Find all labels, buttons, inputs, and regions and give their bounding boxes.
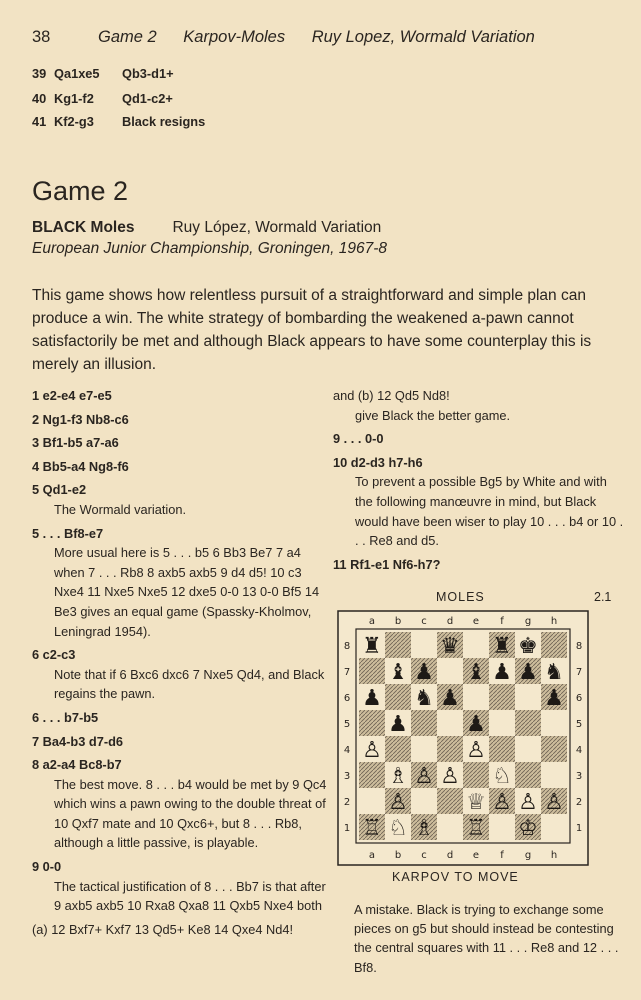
move-entry (32, 645, 328, 704)
move-text: 7 Ba4-b3 d7-d6 (32, 733, 124, 749)
file-label: h (550, 850, 558, 861)
move-entry (32, 920, 328, 940)
move-text: 6 c2-c3 (32, 647, 76, 663)
move-entry (333, 555, 625, 575)
board-square (411, 632, 437, 658)
chess-piece: ♙ (466, 738, 486, 763)
move-note: More usual here is 5 . . . b5 6 Bb3 Be7 7 a4 when 7 . . . Rb8 8 axb5 axb5 9 d4 d5! 10 c3 Nxe4 11 Nxe5 Nxe5 12 dxe5 0-0 13 0-0 Bf5 14 Be3 gives an equal game (Spassky-Kholmov, Leningrad 1954). (54, 545, 320, 639)
move-text: 3 Bf1-b5 a7-a6 (32, 435, 119, 451)
rank-label: 7 (343, 667, 351, 678)
move-line: 40 Kg1-f2 Qd1-c2+ (32, 91, 173, 106)
board-square (411, 736, 437, 762)
chess-piece: ♔ (518, 816, 538, 841)
chess-piece: ♟ (414, 660, 434, 685)
rank-label: 8 (575, 641, 583, 652)
file-label: f (500, 850, 504, 861)
move-entry (32, 524, 328, 642)
move-note: The best move. 8 . . . b4 would be met by 9 Qc4 which wins a pawn owing to the double threat of 10 Qxf7 mate and 10 Qxc6+, but 8 . . . Rb8, although a little passive, is playable. (54, 776, 327, 851)
chess-piece: ♟ (492, 660, 512, 685)
move-entry (32, 480, 328, 519)
move-entry (32, 755, 328, 853)
board-square (541, 762, 567, 788)
chess-piece: ♝ (388, 660, 408, 685)
chess-piece: ♚ (518, 634, 538, 659)
move-text: (a) 12 Bxf7+ Kxf7 13 Qd5+ Ke8 14 Qxe4 Nd4! (32, 921, 294, 937)
rank-label: 3 (343, 771, 351, 782)
rank-label: 2 (343, 797, 351, 808)
right-column (333, 386, 625, 578)
file-label: d (446, 616, 454, 627)
move-entry (32, 857, 328, 916)
board-square (541, 710, 567, 736)
board-square (489, 736, 515, 762)
rank-label: 4 (343, 745, 351, 756)
chess-piece: ♗ (388, 764, 408, 789)
rank-label: 7 (575, 667, 583, 678)
move-note: To prevent a possible Bg5 by White and with the following manœuvre in mind, but Black would have been wiser to play 10 . . . b4 or 10 . . . Re8 and d5. (355, 474, 624, 549)
chess-piece: ♙ (388, 790, 408, 815)
move-text: 5 Qd1-e2 (32, 482, 87, 498)
move-entry (32, 457, 328, 477)
diagram-number: 2.1 (594, 590, 612, 604)
chess-piece: ♜ (362, 634, 382, 659)
rank-label: 4 (575, 745, 583, 756)
move-entry (333, 386, 625, 425)
board-square (385, 736, 411, 762)
chess-piece: ♕ (466, 790, 486, 815)
board-square (541, 632, 567, 658)
board-square (437, 658, 463, 684)
chess-piece: ♙ (362, 738, 382, 763)
board-square (463, 762, 489, 788)
board-square (411, 788, 437, 814)
rank-label: 5 (343, 719, 351, 730)
game-players (32, 219, 381, 237)
move-text: 1 e2-e4 e7-e5 (32, 388, 112, 403)
file-label: h (550, 616, 558, 627)
board-square (359, 788, 385, 814)
move-entry (32, 433, 328, 453)
file-label: g (524, 850, 532, 861)
move-text: 9 0-0 (32, 859, 62, 875)
board-square (489, 710, 515, 736)
diagram-caption: KARPOV TO MOVE (392, 870, 519, 884)
opening-name: Ruy López, Wormald Variation (172, 219, 382, 236)
move-text: 4 Bb5-a4 Ng8-f6 (32, 458, 129, 474)
board-square (515, 684, 541, 710)
file-label: c (421, 850, 427, 861)
move-text: 9 . . . 0-0 (333, 431, 384, 447)
board-square (489, 684, 515, 710)
running-title (98, 28, 557, 47)
chess-piece: ♜ (492, 634, 512, 659)
board-square (437, 736, 463, 762)
move-note: The Wormald variation. (54, 501, 187, 517)
move-note: give Black the better game. (355, 407, 511, 423)
move-line: 39 Qa1xe5 Qb3-d1+ (32, 66, 174, 81)
rank-label: 6 (575, 693, 583, 704)
file-label: e (472, 616, 480, 627)
file-label: f (500, 616, 504, 627)
board-square (463, 632, 489, 658)
move-text: and (b) 12 Qd5 Nd8! (333, 388, 450, 403)
move-line: 41 Kf2-g3 Black resigns (32, 114, 206, 129)
chess-piece: ♟ (518, 660, 538, 685)
rank-label: 5 (575, 719, 583, 730)
page-number: 38 (32, 28, 51, 46)
move-entry (32, 732, 328, 752)
move-entry (32, 410, 328, 430)
move-text: 5 . . . Bf8-e7 (32, 525, 104, 541)
game-title: Game 2 (32, 176, 129, 206)
chess-piece: ♙ (544, 790, 564, 815)
event-name: European Junior Championship, Groningen, 1967-8 (32, 240, 388, 257)
rank-label: 2 (575, 797, 583, 808)
file-label: e (472, 850, 480, 861)
chess-piece: ♙ (414, 764, 434, 789)
move-entry (32, 386, 328, 406)
chess-piece: ♖ (362, 816, 382, 841)
file-label: a (368, 850, 376, 861)
board-square (359, 762, 385, 788)
move-text: 10 d2-d3 h7-h6 (333, 454, 423, 470)
rank-label: 1 (575, 823, 583, 834)
file-label: d (446, 850, 454, 861)
chess-piece: ♛ (440, 634, 460, 659)
board-square (489, 814, 515, 840)
move-note: Note that if 6 Bxc6 dxc6 7 Nxe5 Qd4, and Black regains the pawn. (54, 666, 325, 702)
board-square (463, 684, 489, 710)
board-square (359, 658, 385, 684)
board-square (359, 710, 385, 736)
rank-label: 6 (343, 693, 351, 704)
board-square (437, 710, 463, 736)
intro-paragraph: This game shows how relentless pursuit of a straightforward and simple plan can produce a win. The white strategy of bombarding the weakened a-pawn cannot satisfactorily be met and although Black appears to have some counterplay this is merely an illusion. (32, 287, 592, 373)
chess-piece: ♗ (414, 816, 434, 841)
move-entry (333, 429, 625, 449)
move-text: 8 a2-a4 Bc8-b7 (32, 757, 122, 773)
move-entry (32, 708, 328, 728)
diagram-title: MOLES (436, 590, 485, 604)
running-title-game: Game 2 (98, 28, 157, 46)
chess-piece: ♝ (466, 660, 486, 685)
chess-piece: ♙ (440, 764, 460, 789)
chess-piece: ♟ (440, 686, 460, 711)
board-square (385, 684, 411, 710)
chess-piece: ♘ (388, 816, 408, 841)
move-note: The tactical justification of 8 . . . Bb7 is that after 9 axb5 axb5 10 Rxa8 Qxa8 11 Qxb5 Nxe4 both (54, 878, 326, 914)
board-square (515, 736, 541, 762)
diagram-comment: A mistake. Black is trying to exchange some pieces on g5 but should instead be contesting the central squares with 11 . . . Re8 and 12 . . . Bf8. (354, 902, 619, 975)
move-text: 2 Ng1-f3 Nb8-c6 (32, 411, 129, 427)
running-title-players: Karpov-Moles (183, 28, 286, 46)
file-label: b (394, 850, 402, 861)
chess-piece: ♞ (414, 686, 434, 711)
rank-label: 1 (343, 823, 351, 834)
file-label: b (394, 616, 402, 627)
chess-piece: ♘ (492, 764, 512, 789)
move-text: 11 Rf1-e1 Nf6-h7? (333, 556, 441, 572)
chess-diagram (337, 610, 589, 866)
left-column (32, 386, 328, 943)
chess-piece: ♟ (466, 712, 486, 737)
chess-piece: ♞ (544, 660, 564, 685)
move-text: 6 . . . b7-b5 (32, 709, 99, 725)
black-player: BLACK Moles (32, 219, 135, 236)
file-label: g (524, 616, 532, 627)
running-title-opening: Ruy Lopez, Wormald Variation (311, 28, 535, 46)
board-square (385, 632, 411, 658)
file-label: c (421, 616, 427, 627)
board-square (515, 710, 541, 736)
chess-piece: ♟ (388, 712, 408, 737)
chess-piece: ♙ (492, 790, 512, 815)
chess-piece: ♟ (362, 686, 382, 711)
board-square (515, 762, 541, 788)
chess-piece: ♟ (544, 686, 564, 711)
board-square (437, 788, 463, 814)
chess-piece: ♙ (518, 790, 538, 815)
board-square (437, 814, 463, 840)
rank-label: 8 (343, 641, 351, 652)
move-entry (333, 453, 625, 551)
board-square (411, 710, 437, 736)
board-square (541, 814, 567, 840)
chess-piece: ♖ (466, 816, 486, 841)
board-square (541, 736, 567, 762)
file-label: a (368, 616, 376, 627)
rank-label: 3 (575, 771, 583, 782)
